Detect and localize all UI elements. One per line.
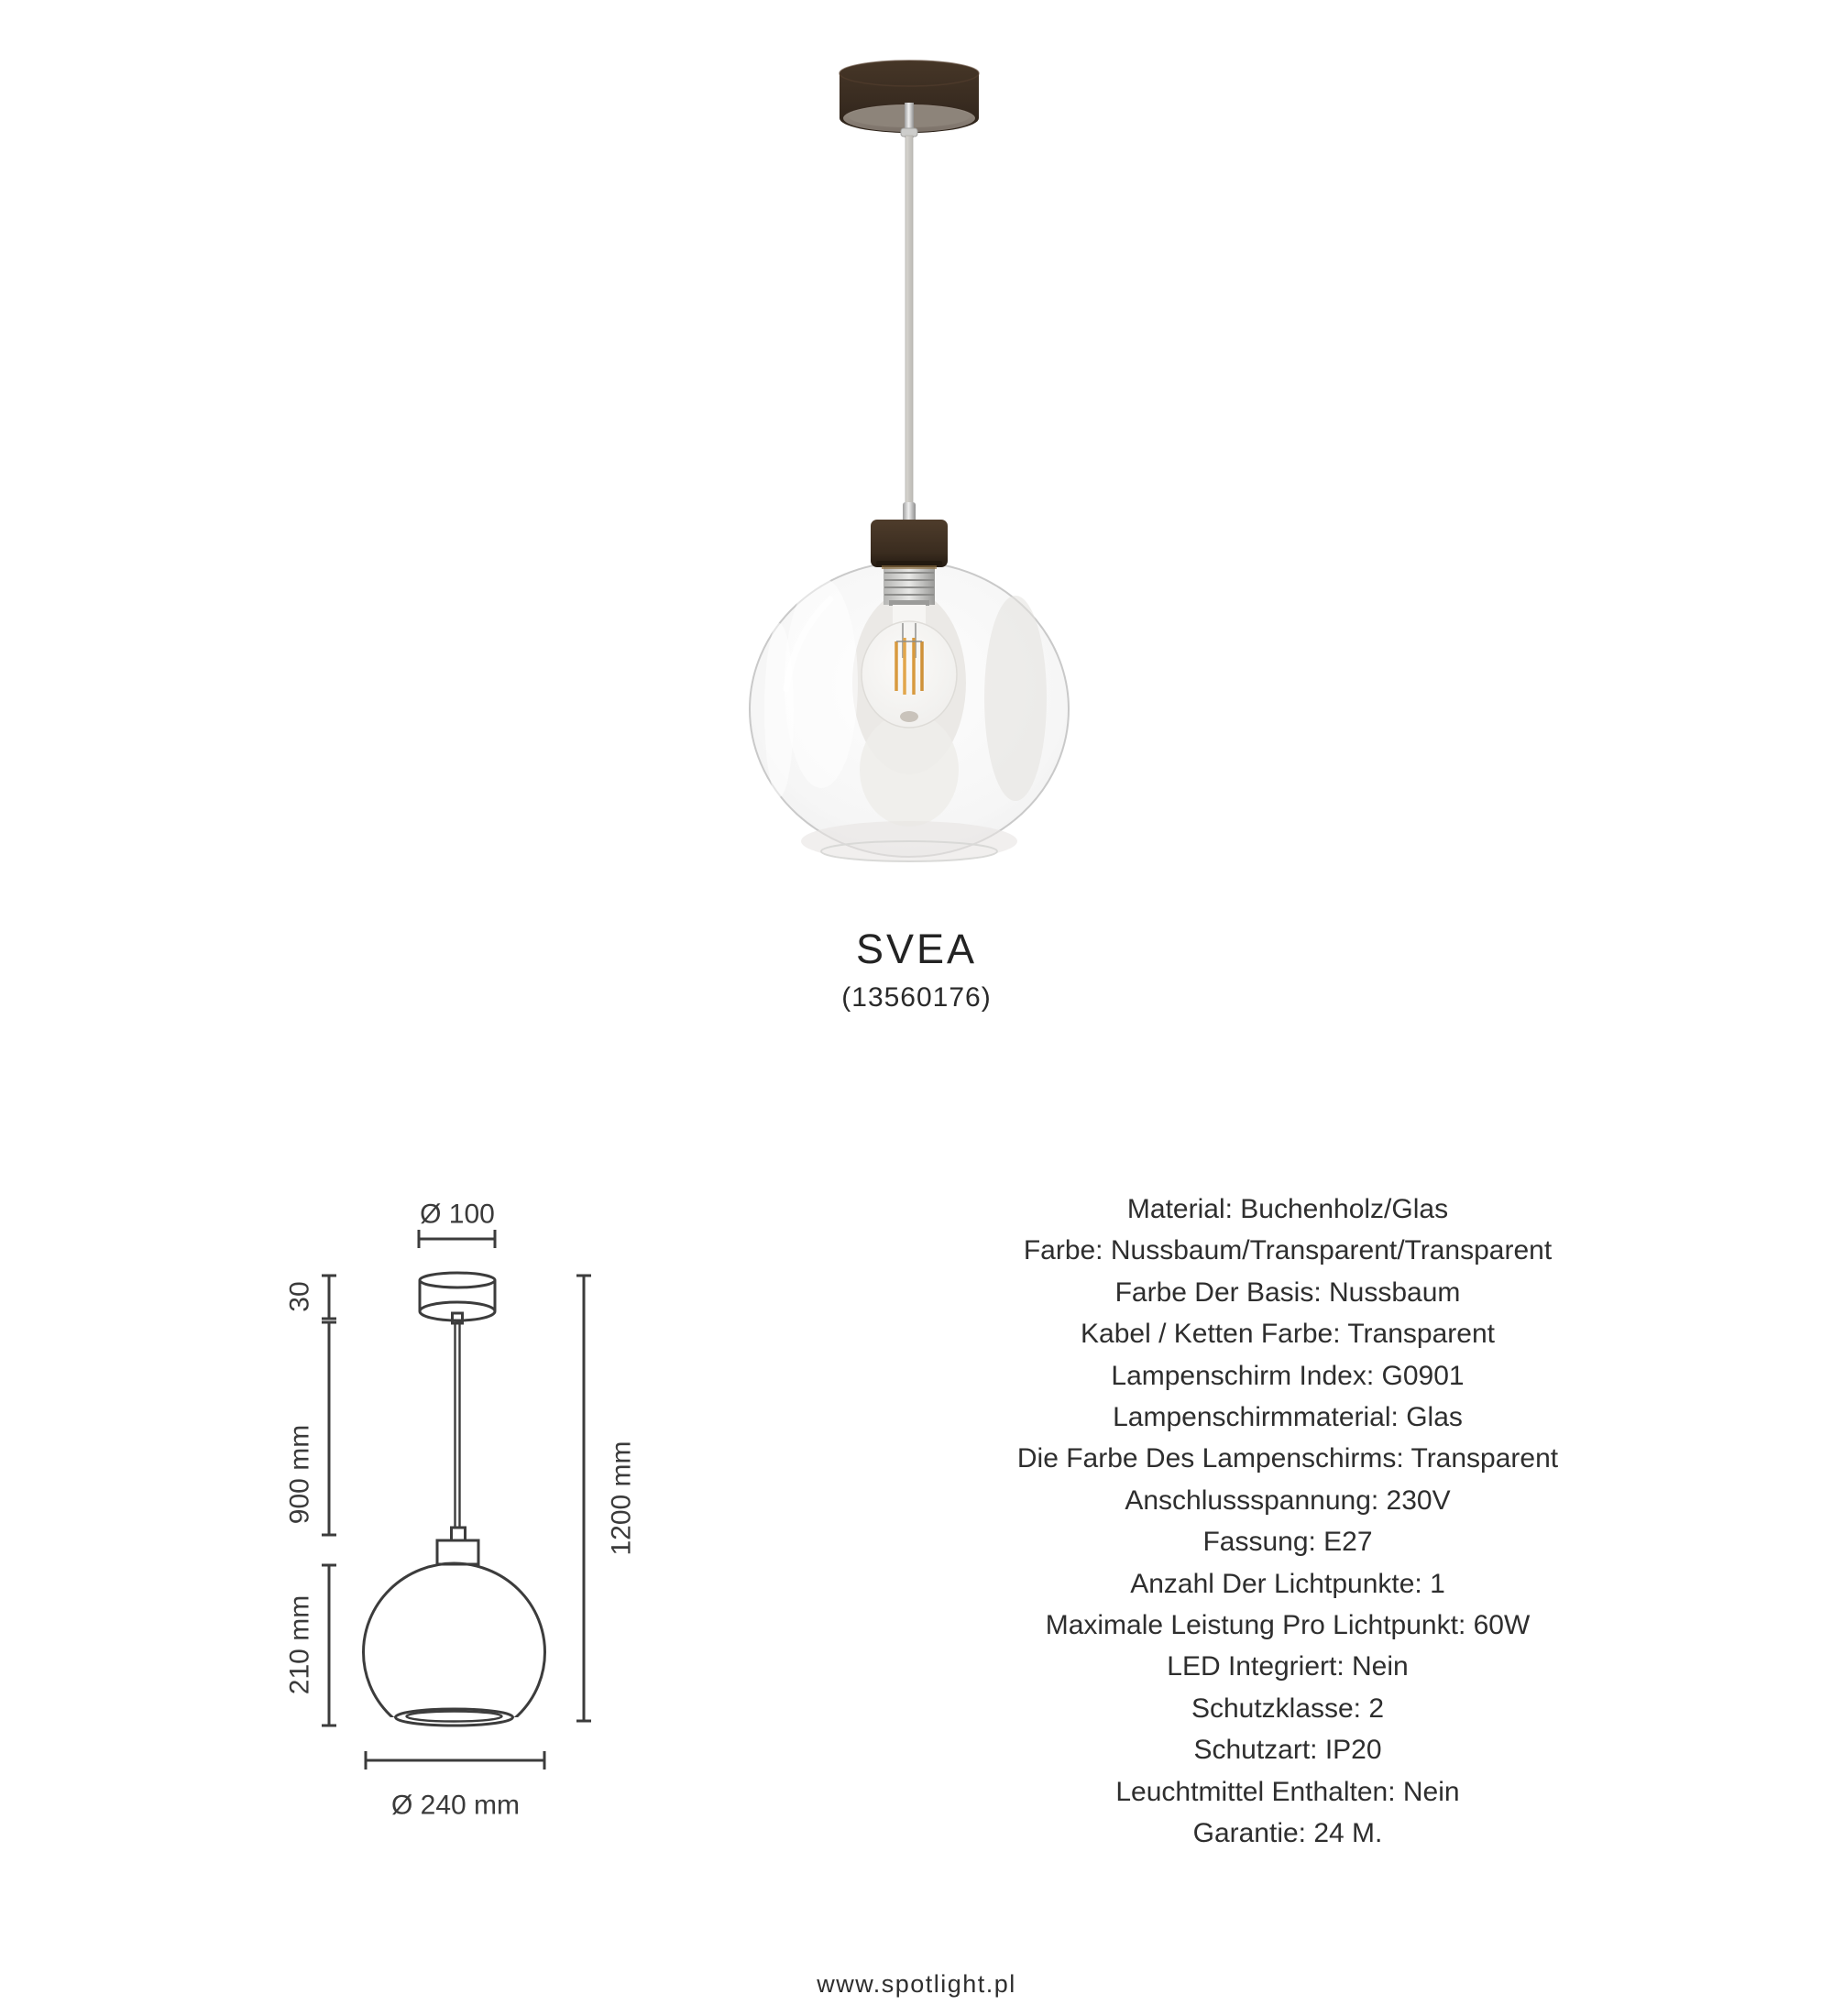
dim-canopy-height: [285, 1276, 337, 1319]
dim-total-height: [576, 1276, 637, 1721]
dim-cable-length-label: 900 mm: [284, 1424, 315, 1525]
spec-lampenschirm-farbe: Die Farbe Des Lampenschirms: Transparent: [1016, 1443, 1559, 1474]
dim-canopy-height-label: 30: [284, 1281, 315, 1312]
drawing-lamp-outline: [357, 1273, 551, 1752]
spec-leuchtmittel-enthalten: Leuchtmittel Enthalten: Nein: [1115, 1776, 1460, 1807]
spec-garantie: Garantie: 24 M.: [1192, 1818, 1383, 1849]
spec-farbe-der-basis: Farbe Der Basis: Nussbaum: [1114, 1276, 1461, 1308]
spec-led-integriert: LED Integriert: Nein: [1167, 1651, 1409, 1682]
footer-website: www.spotlight.pl: [817, 1970, 1016, 1998]
product-photo: [642, 37, 1191, 880]
spec-schutzart: Schutzart: IP20: [1193, 1735, 1382, 1766]
spec-anzahl-lichtpunkte: Anzahl Der Lichtpunkte: 1: [1130, 1568, 1445, 1599]
spec-kabel-ketten-farbe: Kabel / Ketten Farbe: Transparent: [1081, 1319, 1495, 1350]
spec-farbe: Farbe: Nussbaum/Transparent/Transparent: [1023, 1235, 1553, 1266]
spec-anschlussspannung: Anschlussspannung: 230V: [1125, 1485, 1451, 1516]
spec-schutzklasse: Schutzklasse: 2: [1191, 1693, 1385, 1724]
product-code: (13560176): [841, 982, 992, 1013]
spec-lampenschirm-index: Lampenschirm Index: G0901: [1111, 1360, 1465, 1391]
spec-max-leistung: Maximale Leistung Pro Lichtpunkt: 60W: [1045, 1610, 1531, 1641]
dim-cable-length: [285, 1322, 337, 1535]
dim-shade-diameter: [366, 1751, 544, 1821]
product-name: SVEA: [855, 926, 978, 972]
spec-lampenschirmmaterial: Lampenschirmmaterial: Glas: [1113, 1402, 1463, 1433]
dim-shade-height-label: 210 mm: [284, 1594, 315, 1695]
lamp-socket-cap: [871, 520, 948, 569]
spec-material: Material: Buchenholz/Glas: [1126, 1194, 1449, 1224]
dimension-drawing: [275, 1182, 660, 1842]
dim-total-height-label: 1200 mm: [606, 1441, 637, 1556]
dim-shade-diameter-label: Ø 240 mm: [390, 1790, 521, 1821]
spec-fassung: Fassung: E27: [1202, 1527, 1373, 1558]
lamp-cable: [901, 103, 917, 522]
dim-canopy-diameter: [419, 1200, 495, 1249]
spec-list: [916, 1189, 1659, 1855]
dim-shade-height: [285, 1565, 337, 1726]
dim-canopy-diameter-label: Ø 100: [420, 1199, 495, 1230]
